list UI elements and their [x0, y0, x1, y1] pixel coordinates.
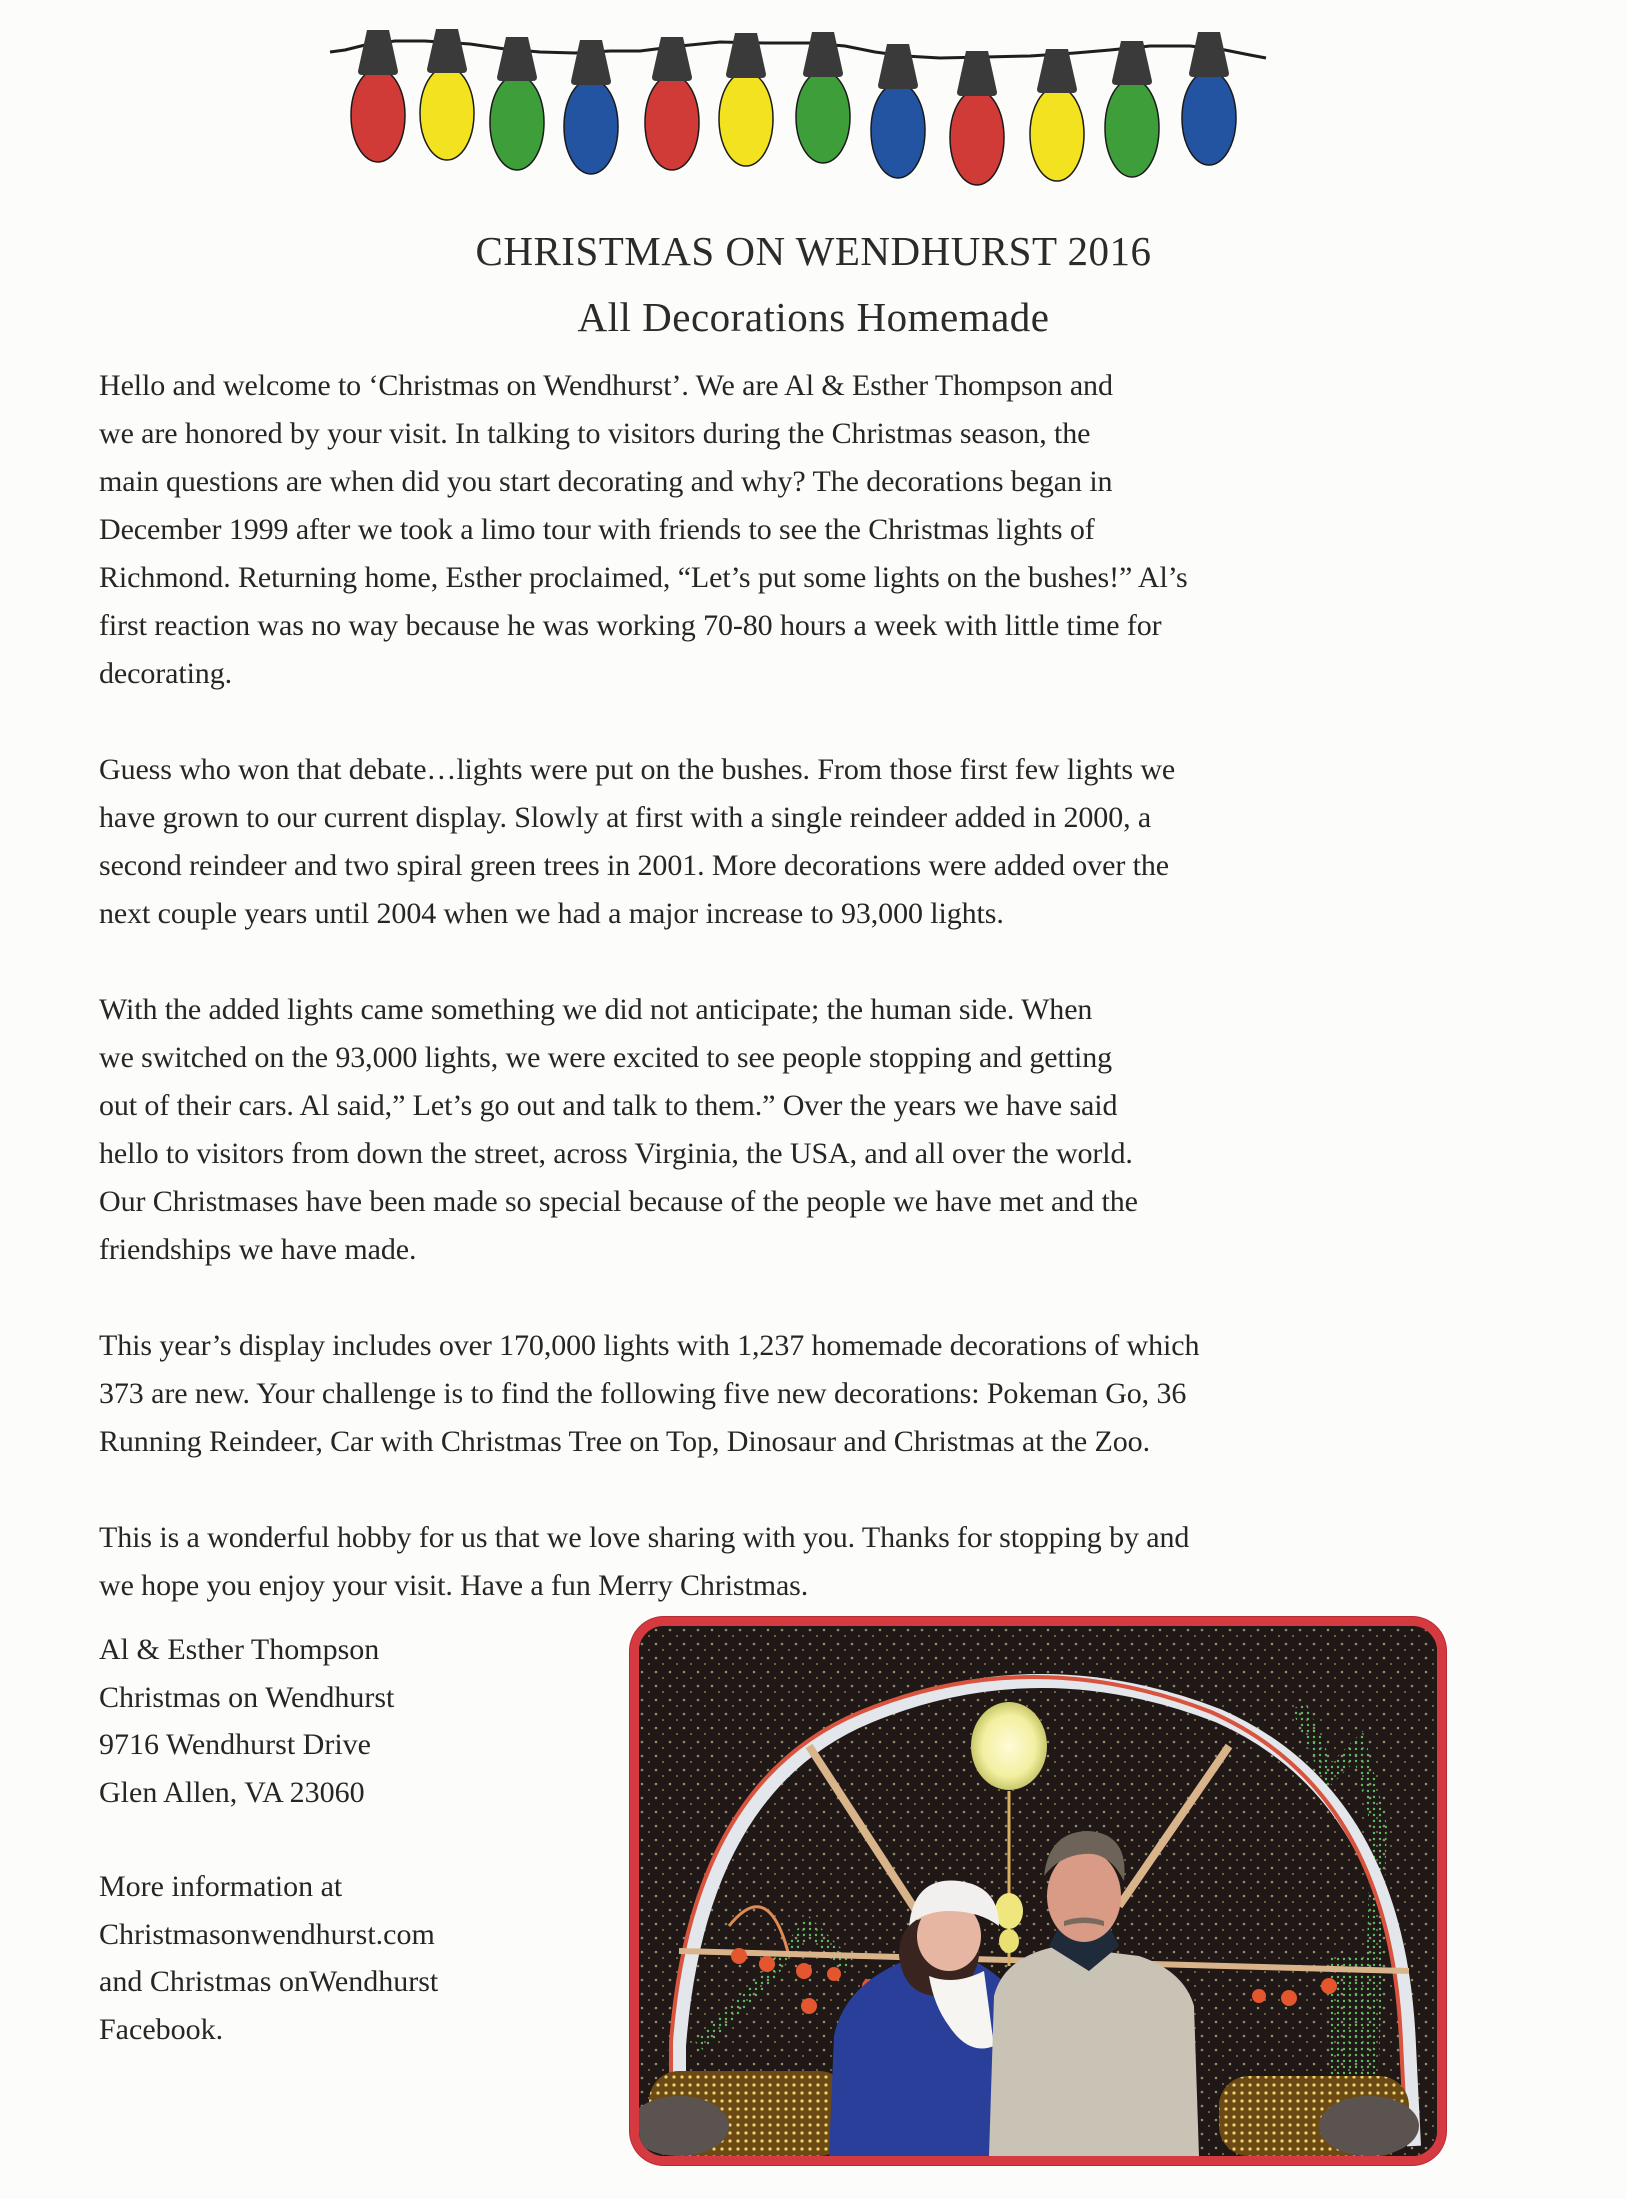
- text-line: main questions are when did you start decorating and why? The decorations began in: [99, 465, 1113, 498]
- text-line: we are honored by your visit. In talking to visitors during the Christmas season, the: [99, 417, 1091, 450]
- text-line: second reindeer and two spiral green trees in 2001. More decorations were added over the: [99, 849, 1169, 882]
- red-bulb-icon: [351, 30, 405, 162]
- couple-photo: [630, 1617, 1446, 2165]
- text-line: next couple years until 2004 when we had a major increase to 93,000 lights.: [99, 897, 1004, 930]
- yellow-bulb-icon: [1030, 49, 1084, 181]
- facebook-text: and Christmas onWendhurst: [99, 1965, 439, 1998]
- text-line: decorating.: [99, 657, 233, 690]
- facebook-text-end: Facebook.: [99, 2012, 224, 2046]
- text-line: This is a wonderful hobby for us that we love sharing with you. Thanks for stopping by and: [99, 1521, 1190, 1554]
- website-text: Christmasonwendhurst.com: [99, 1917, 435, 1951]
- blue-bulb-icon: [564, 40, 618, 174]
- text-line: we switched on the 93,000 lights, we were excited to see people stopping and getting: [99, 1041, 1113, 1074]
- contact-name: Al & Esther Thompson: [99, 1633, 380, 1666]
- text-line: This year’s display includes over 170,000 lights with 1,237 homemade decorations of which: [99, 1329, 1200, 1362]
- photo-illustration: [639, 1626, 1437, 2156]
- text-line: have grown to our current display. Slowly at first with a single reindeer added in 2000, a: [99, 801, 1152, 834]
- text-line: first reaction was no way because he was working 70-80 hours a week with little time for: [99, 609, 1162, 642]
- contact-block: [99, 1626, 619, 2053]
- red-bulb-icon: [645, 37, 699, 170]
- christmas-lights-decoration: [0, 0, 1627, 200]
- page-title: [0, 218, 1627, 350]
- green-bulb-icon: [490, 37, 544, 170]
- red-bulb-icon: [950, 51, 1004, 185]
- title-line-1: CHRISTMAS ON WENDHURST 2016: [475, 228, 1152, 274]
- text-line: we hope you enjoy your visit. Have a fun Merry Christmas.: [99, 1569, 809, 1602]
- text-line: 373 are new. Your challenge is to find the following five new decorations: Pokeman Go, 36: [99, 1377, 1187, 1410]
- text-line: Running Reindeer, Car with Christmas Tree on Top, Dinosaur and Christmas at the Zoo.: [99, 1425, 1150, 1458]
- text-line: Hello and welcome to ‘Christmas on Wendhurst’. We are Al & Esther Thompson and: [99, 369, 1113, 402]
- text-line: hello to visitors from down the street, across Virginia, the USA, and all over the world.: [99, 1137, 1133, 1170]
- yellow-bulb-icon: [420, 29, 474, 160]
- text-line: out of their cars. Al said,” Let’s go out and talk to them.” Over the years we have said: [99, 1089, 1118, 1122]
- paragraph-closing: [99, 1514, 1519, 1610]
- letter-body: [99, 362, 1519, 1658]
- yellow-bulb-icon: [719, 33, 773, 166]
- spacer: [99, 1816, 619, 1863]
- text-line: Our Christmases have been made so special because of the people we have met and the: [99, 1185, 1138, 1218]
- text-line: With the added lights came something we did not anticipate; the human side. When: [99, 993, 1093, 1026]
- paragraph-this-year: [99, 1322, 1519, 1466]
- green-bulb-icon: [796, 32, 850, 163]
- text-line: December 1999 after we took a limo tour with friends to see the Christmas lights of: [99, 513, 1095, 546]
- blue-bulb-icon: [871, 44, 925, 178]
- paragraph-history: [99, 746, 1519, 938]
- text-line: Guess who won that debate…lights were put on the bushes. From those first few lights we: [99, 753, 1176, 786]
- paragraph-intro: [99, 362, 1519, 698]
- contact-org: Christmas on Wendhurst: [99, 1680, 395, 1714]
- green-bulb-icon: [1105, 41, 1159, 177]
- contact-street: 9716 Wendhurst Drive: [99, 1728, 371, 1761]
- text-line: friendships we have made.: [99, 1233, 417, 1266]
- paragraph-human-side: [99, 986, 1519, 1274]
- contact-city: Glen Allen, VA 23060: [99, 1775, 365, 1809]
- title-line-2: All Decorations Homemade: [577, 294, 1050, 340]
- info-label: More information at: [99, 1870, 343, 1903]
- bulb-group: [351, 29, 1236, 185]
- text-line: Richmond. Returning home, Esther proclaimed, “Let’s put some lights on the bushes!” Al’s: [99, 561, 1188, 594]
